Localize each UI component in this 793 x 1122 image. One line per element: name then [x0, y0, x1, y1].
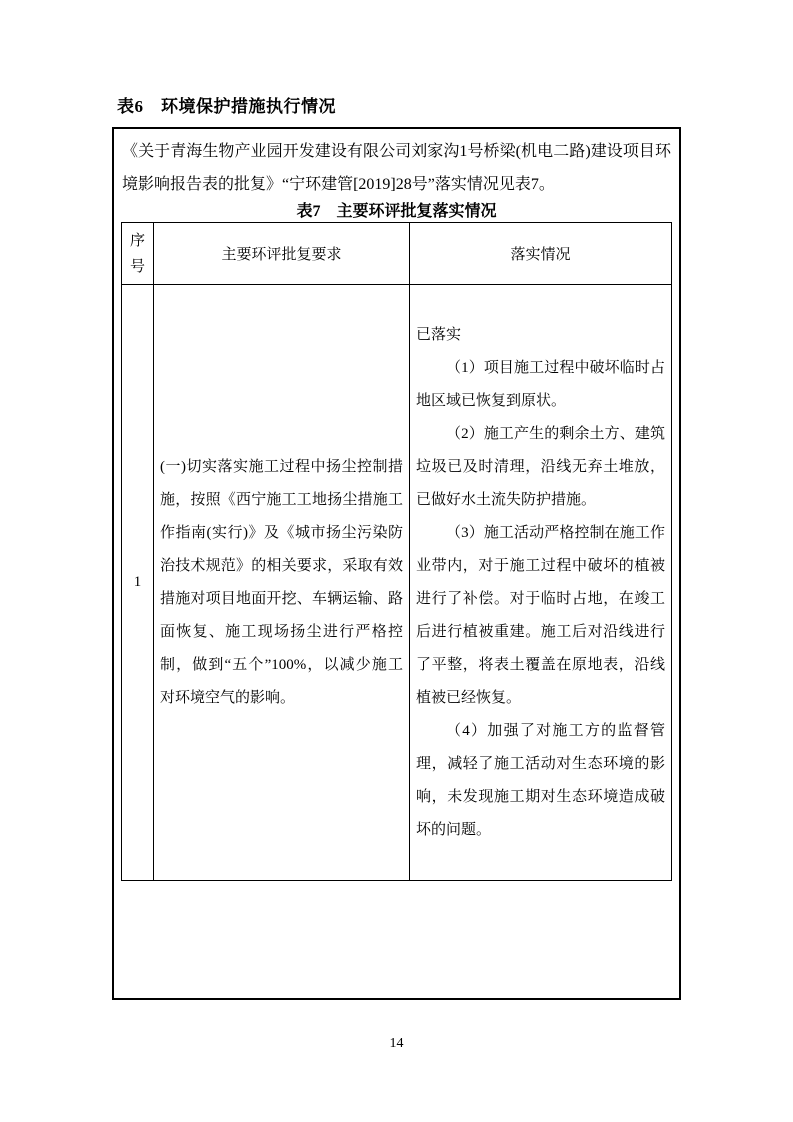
table6-heading: 表6 环境保护措施执行情况 [117, 97, 336, 116]
status-paragraph-4: （4）加强了对施工方的监督管理，减轻了施工活动对生态环境的影响，未发现施工期对生态环境造成破坏的问题。 [416, 722, 665, 838]
page-number: 14 [389, 1036, 404, 1051]
status-line-lead: 已落实 [416, 326, 462, 343]
status-paragraph-1: （1）项目施工过程中破坏临时占地区域已恢复到原状。 [416, 359, 665, 409]
column-header-status: 落实情况 [410, 223, 672, 285]
table7-header-row [122, 223, 672, 285]
status-cell [410, 285, 672, 881]
status-paragraph-2: （2）施工产生的剩余土方、建筑垃圾已及时清理，沿线无弃土堆放，已做好水土流失防护措施。 [416, 425, 665, 508]
table-row [122, 285, 672, 881]
table6-container [112, 127, 681, 1000]
table7 [121, 222, 672, 881]
table7-heading: 表7 主要环评批复落实情况 [296, 203, 497, 220]
column-header-requirement: 主要环评批复要求 [154, 223, 410, 285]
requirement-cell: (一)切实落实施工过程中扬尘控制措施，按照《西宁施工工地扬尘措施工作指南(实行)》及《城市扬尘污染防治技术规范》的相关要求，采取有效措施对项目地面开挖、车辆运输、路面恢复、施工现场扬尘进行严格控制，做到“五个”100%，以减少施工对环境空气的影响。 [154, 285, 410, 881]
intro-paragraph: 《关于青海生物产业园开发建设有限公司刘家沟1号桥梁(机电二路)建设项目环境影响报告表的批复》“宁环建管[2019]28号”落实情况见表7。 [122, 143, 671, 193]
row-serial-number: 1 [122, 285, 154, 881]
status-paragraph-3: （3）施工活动严格控制在施工作业带内，对于施工过程中破坏的植被进行了补偿。对于临时占地，在竣工后进行植被重建。施工后对沿线进行了平整，将表土覆盖在原地表，沿线植被已经恢复。 [416, 524, 665, 706]
column-header-serial-number: 序号 [122, 223, 154, 285]
